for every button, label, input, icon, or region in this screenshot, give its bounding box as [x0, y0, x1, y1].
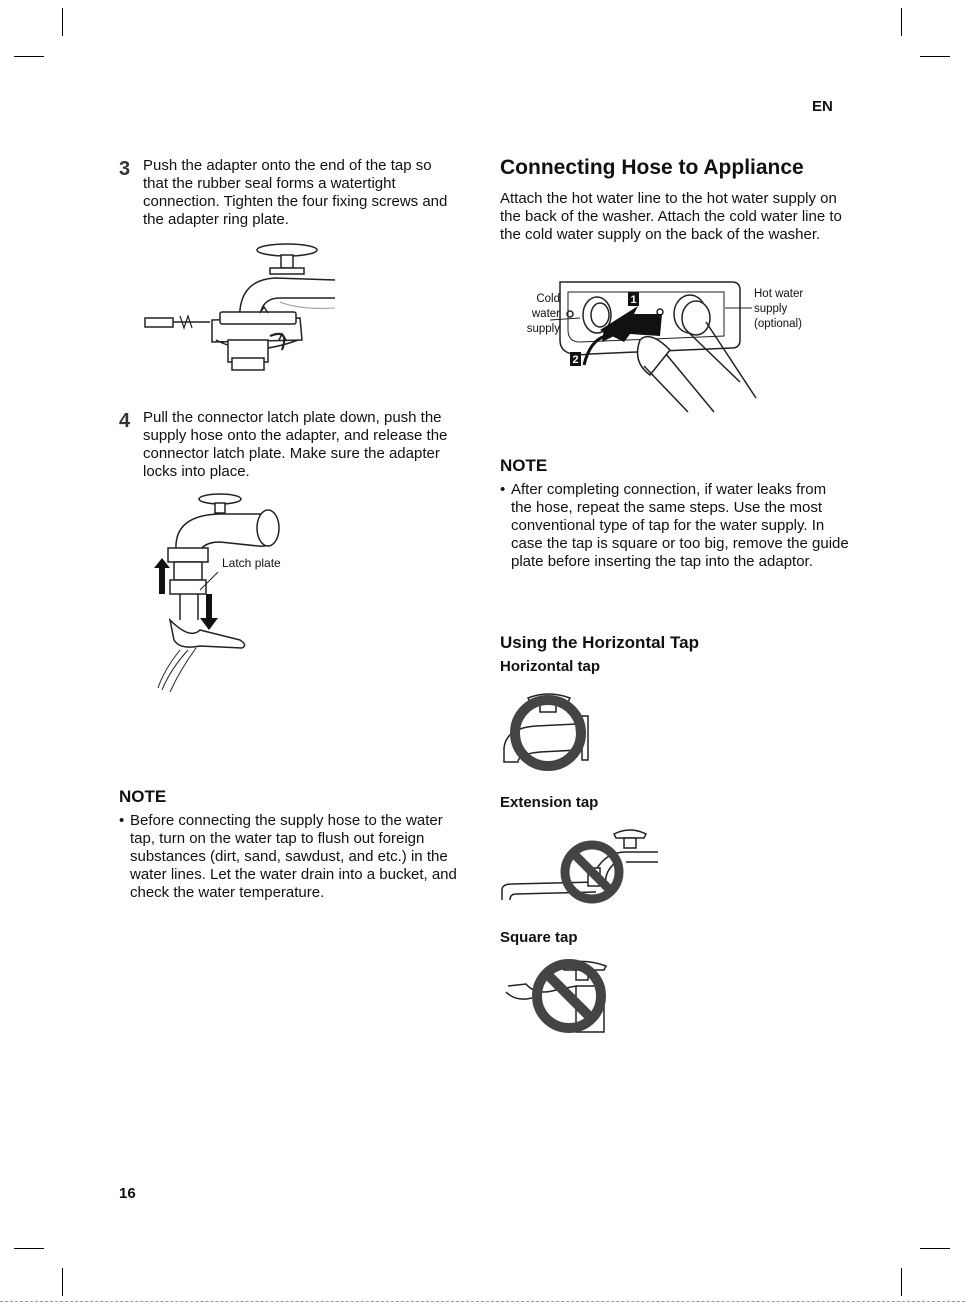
step-marker-1: 1 — [630, 294, 637, 306]
crop-mark — [920, 56, 950, 57]
right-note-item — [500, 481, 850, 571]
cold-water-label-line3: supply — [526, 323, 560, 335]
tap-adapter-illustration — [140, 240, 340, 375]
square-tap-label: Square tap — [500, 929, 578, 946]
hot-water-label-line3: (optional) — [754, 318, 802, 330]
left-note-item — [119, 812, 469, 902]
hose-connection-illustration — [520, 270, 820, 420]
latch-plate-label: Latch plate — [222, 556, 281, 570]
left-note-text: Before connecting the supply hose to the water tap, turn on the water tap to flush out foreign substances (dirt, sand, sawdust, and etc.) in the water lines. Let the water drain into a bucket, and check the water temperature. — [130, 812, 457, 901]
crop-mark — [901, 8, 902, 36]
language-tag: EN — [812, 98, 833, 115]
bullet: • — [500, 481, 506, 498]
crop-mark — [14, 1248, 44, 1249]
page-number: 16 — [119, 1185, 136, 1202]
right-note-text: After completing connection, if water leaks from the hose, repeat the same steps. Use the most conventional type of tap for the water supply. In case the tap is square or too big, remove the guide plate before inserting the tap into the adaptor. — [511, 481, 849, 570]
extension-tap-label: Extension tap — [500, 794, 599, 811]
step-3-text: Push the adapter onto the end of the tap so that the rubber seal forms a watertight connection. Tighten the four fixing screws and the adapter ring plate. — [143, 157, 448, 228]
horizontal-tap-prohibited-illustration — [496, 688, 606, 774]
step-marker-2: 2 — [572, 354, 579, 366]
step-4-number: 4 — [119, 410, 131, 432]
crop-mark — [62, 1268, 63, 1296]
trim-line — [0, 1301, 965, 1302]
horizontal-tap-section-title: Using the Horizontal Tap — [500, 633, 699, 652]
section-title: Connecting Hose to Appliance — [500, 156, 804, 179]
right-note-heading: NOTE — [500, 456, 548, 475]
crop-mark — [920, 1248, 950, 1249]
hot-water-label-line2: supply — [754, 303, 788, 315]
crop-mark — [14, 56, 44, 57]
crop-mark — [62, 8, 63, 36]
cold-water-label-line1: Cold — [536, 293, 560, 305]
step-3-number: 3 — [119, 158, 131, 180]
section-intro: Attach the hot water line to the hot water supply on the back of the washer. Attach the cold water line to the cold water supply on the back of the washer. — [500, 190, 842, 243]
square-tap-prohibited-illustration — [496, 956, 616, 1038]
latch-plate-illustration — [140, 490, 300, 695]
horizontal-tap-label: Horizontal tap — [500, 658, 600, 675]
crop-mark — [901, 1268, 902, 1296]
extension-tap-prohibited-illustration — [496, 822, 666, 908]
cold-water-label-line2: water — [531, 308, 560, 320]
step-4-text: Pull the connector latch plate down, push the supply hose onto the adapter, and release the connector latch plate. Make sure the adapter locks into place. — [143, 409, 448, 480]
hot-water-label-line1: Hot water — [754, 288, 804, 300]
left-note-heading: NOTE — [119, 787, 167, 806]
bullet: • — [119, 812, 125, 829]
